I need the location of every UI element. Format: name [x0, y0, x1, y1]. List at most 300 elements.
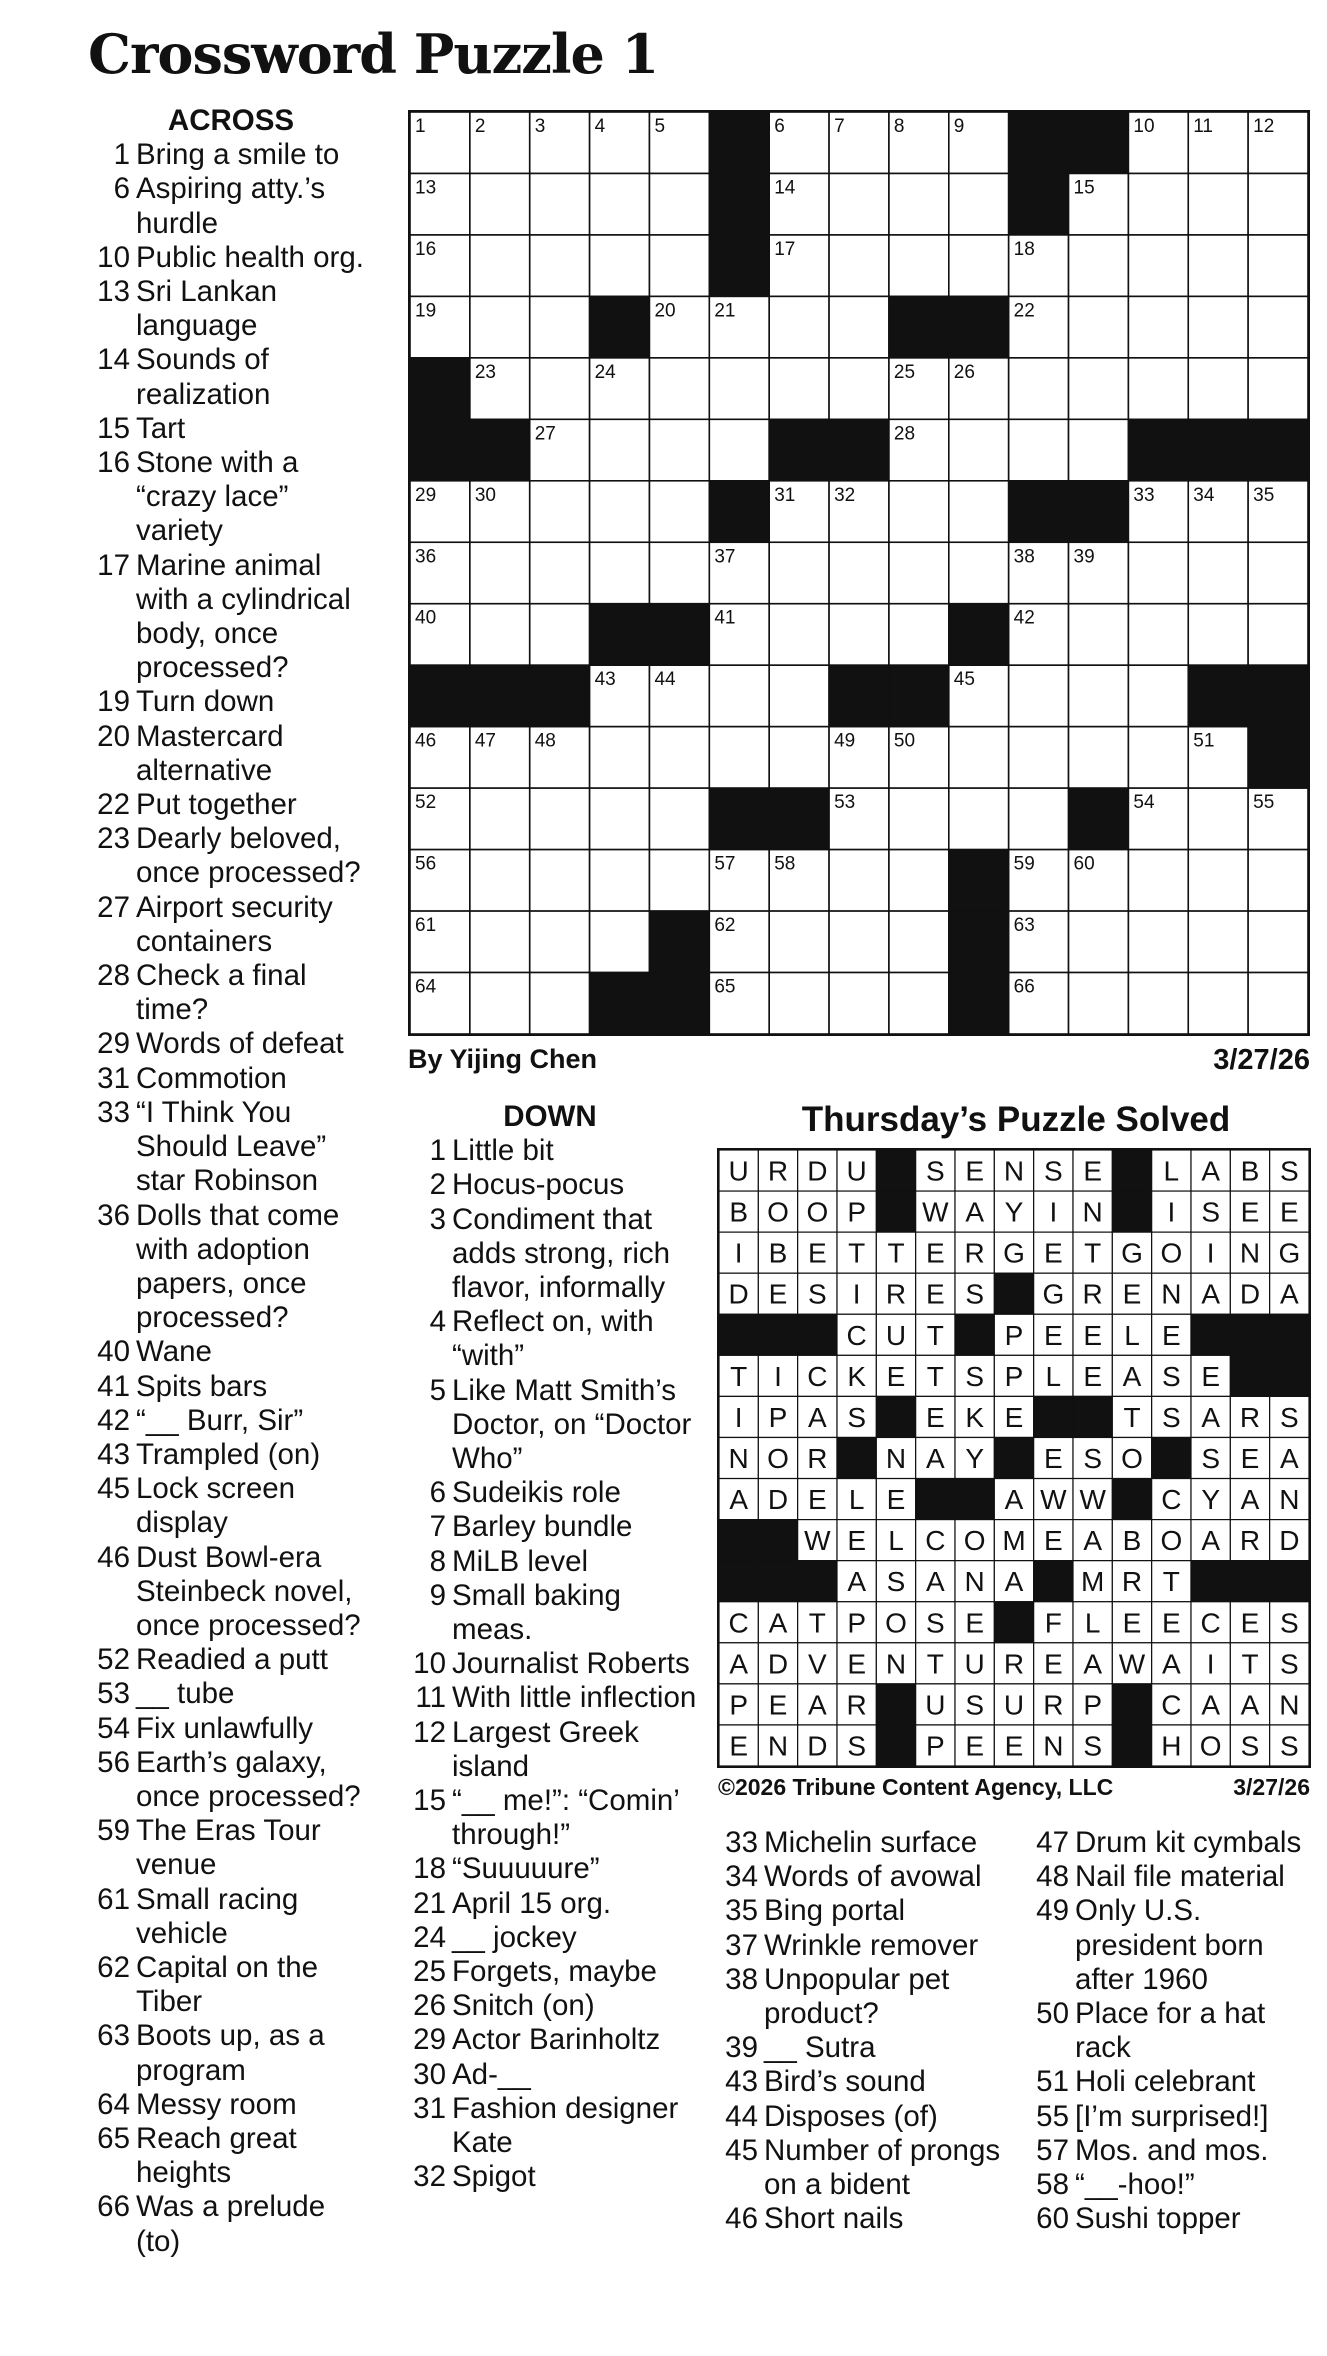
grid-cell[interactable] — [1069, 911, 1129, 972]
grid-cell[interactable] — [1248, 173, 1308, 234]
grid-cell[interactable] — [889, 911, 949, 972]
clue-down-55 — [1023, 2100, 1323, 2134]
clue-down-25 — [400, 1955, 700, 1989]
grid-cell[interactable] — [1069, 235, 1129, 296]
clue-number: 36 — [97, 1198, 130, 1232]
block-cell — [758, 1561, 797, 1602]
grid-cell[interactable] — [470, 542, 530, 603]
clue-down-11 — [400, 1681, 700, 1715]
block-cell — [1112, 1725, 1151, 1766]
clue-across-40 — [86, 1335, 376, 1369]
cell-number: 47 — [474, 730, 497, 752]
solved-letter: R — [1239, 1401, 1261, 1433]
grid-cell[interactable] — [590, 235, 650, 296]
grid-cell[interactable] — [590, 419, 650, 480]
grid-cell[interactable] — [590, 727, 650, 788]
grid-cell[interactable] — [649, 850, 709, 911]
solved-letter: D — [807, 1155, 828, 1187]
grid-cell[interactable] — [769, 358, 829, 419]
clue-text: With little inflection — [452, 1681, 697, 1715]
block-cell — [1270, 1314, 1309, 1355]
grid-cell[interactable] — [769, 973, 829, 1034]
solved-letter: B — [729, 1196, 749, 1228]
grid-cell[interactable] — [1188, 173, 1248, 234]
clue-across-64 — [86, 2088, 376, 2122]
block-cell — [410, 358, 470, 419]
grid-cell[interactable] — [470, 788, 530, 849]
solved-letter: E — [1201, 1360, 1221, 1392]
cell-number: 35 — [1253, 484, 1275, 506]
grid-cell[interactable] — [1248, 296, 1308, 357]
cell-number: 65 — [714, 976, 736, 998]
clue-number: 9 — [429, 1578, 446, 1612]
solved-letter: C — [1200, 1607, 1221, 1639]
clue-text: Words of avowal — [764, 1860, 982, 1894]
grid-cell[interactable] — [530, 973, 590, 1034]
grid-cell[interactable] — [1188, 604, 1248, 665]
grid-cell[interactable] — [829, 911, 889, 972]
grid-cell[interactable] — [949, 542, 1009, 603]
solved-letter: S — [1279, 1155, 1299, 1187]
grid-cell[interactable] — [1128, 973, 1188, 1034]
grid-cell[interactable] — [470, 973, 530, 1034]
clue-across-15 — [86, 412, 376, 446]
grid-cell[interactable] — [769, 911, 829, 972]
clue-text: Airport security containers — [136, 890, 333, 958]
grid-cell[interactable] — [1248, 235, 1308, 296]
clue-text: __ tube — [136, 1677, 235, 1711]
grid-cell[interactable] — [470, 604, 530, 665]
solved-letter: R — [767, 1155, 789, 1187]
clue-across-41 — [86, 1370, 376, 1404]
solved-letter: Y — [1004, 1196, 1024, 1228]
cell-number: 23 — [474, 361, 497, 383]
cell-number: 46 — [415, 730, 437, 752]
solved-letter: L — [1084, 1607, 1101, 1639]
block-cell — [955, 1479, 994, 1520]
grid-cell[interactable] — [649, 173, 709, 234]
grid-cell[interactable] — [1188, 850, 1248, 911]
grid-cell[interactable] — [1248, 973, 1308, 1034]
grid-cell[interactable] — [1009, 419, 1069, 480]
clue-number: 52 — [97, 1643, 130, 1677]
grid-cell[interactable] — [1248, 542, 1308, 603]
cell-number: 20 — [654, 300, 676, 322]
solved-letter: A — [807, 1689, 827, 1721]
clue-number: 1 — [429, 1134, 446, 1168]
solved-letter: S — [965, 1278, 985, 1310]
solved-letter: O — [767, 1443, 789, 1474]
grid-cell[interactable] — [889, 788, 949, 849]
clue-number: 15 — [97, 411, 130, 445]
solved-letter: E — [1122, 1278, 1142, 1310]
solved-letter: P — [847, 1196, 867, 1228]
solved-letter: E — [1043, 1443, 1063, 1474]
block-cell — [709, 112, 769, 173]
grid-cell[interactable] — [829, 973, 889, 1034]
grid-cell[interactable] — [709, 419, 769, 480]
grid-cell[interactable] — [829, 235, 889, 296]
grid-cell[interactable] — [889, 173, 949, 234]
clue-text: Bring a smile to — [136, 138, 340, 172]
cell-number: 28 — [893, 423, 916, 445]
grid-cell[interactable] — [829, 604, 889, 665]
clue-text: Marine animal with a cylindrical body, once processed? — [136, 548, 351, 685]
solved-letter: O — [1199, 1730, 1222, 1762]
grid-cell[interactable] — [1188, 973, 1248, 1034]
grid-cell[interactable] — [1009, 665, 1069, 726]
block-cell — [410, 665, 470, 726]
grid-cell[interactable] — [470, 296, 530, 357]
down-clues-continued — [712, 1826, 1012, 2236]
grid-cell[interactable] — [1188, 788, 1248, 849]
clue-number: 14 — [97, 343, 130, 377]
grid-cell[interactable] — [1128, 911, 1188, 972]
grid-cell[interactable] — [1069, 604, 1129, 665]
cell-number: 42 — [1013, 607, 1035, 629]
grid-cell[interactable] — [1188, 235, 1248, 296]
solved-letter: P — [925, 1730, 945, 1762]
grid-cell[interactable] — [709, 727, 769, 788]
block-cell — [1069, 788, 1129, 849]
clue-down-37 — [712, 1929, 1012, 1963]
solved-letter: N — [767, 1730, 789, 1762]
grid-cell[interactable] — [1128, 358, 1188, 419]
grid-cell[interactable] — [649, 727, 709, 788]
grid-cell[interactable] — [1188, 542, 1248, 603]
clue-text: “I Think You Should Leave” star Robinson — [136, 1095, 327, 1198]
cell-number: 17 — [774, 238, 796, 260]
solved-letter: R — [807, 1443, 828, 1474]
grid-cell[interactable] — [1069, 296, 1129, 357]
solved-letter: U — [964, 1648, 985, 1680]
grid-cell[interactable] — [530, 173, 590, 234]
grid-cell[interactable] — [889, 542, 949, 603]
grid-cell[interactable] — [949, 481, 1009, 542]
clue-text: “__ me!”: “Comin’ through!” — [452, 1784, 679, 1852]
grid-cell[interactable] — [1128, 173, 1188, 234]
clue-number: 6 — [113, 172, 130, 206]
clue-number: 33 — [97, 1095, 130, 1129]
clue-number: 7 — [429, 1510, 446, 1544]
grid-cell[interactable] — [530, 358, 590, 419]
grid-cell[interactable] — [1069, 419, 1129, 480]
grid-cell[interactable] — [1248, 850, 1308, 911]
clue-down-7 — [400, 1510, 700, 1544]
clue-down-60 — [1023, 2202, 1323, 2236]
clue-across-42 — [86, 1404, 376, 1438]
clue-number: 45 — [97, 1472, 130, 1506]
grid-cell[interactable] — [1128, 604, 1188, 665]
clue-down-15 — [400, 1784, 700, 1852]
grid-cell[interactable] — [1128, 850, 1188, 911]
grid-cell[interactable] — [530, 481, 590, 542]
grid-cell[interactable] — [530, 542, 590, 603]
clue-number: 32 — [413, 2160, 446, 2194]
solved-letter: T — [1123, 1401, 1141, 1433]
grid-cell[interactable] — [829, 850, 889, 911]
grid-cell[interactable] — [1128, 665, 1188, 726]
grid-cell[interactable] — [590, 850, 650, 911]
solved-letter: S — [1279, 1607, 1299, 1639]
solved-letter: E — [1083, 1319, 1103, 1351]
clue-text: Reflect on, with “with” — [452, 1305, 654, 1373]
clue-text: Put together — [136, 788, 297, 822]
grid-cell[interactable] — [889, 604, 949, 665]
clue-across-65 — [86, 2122, 376, 2190]
grid-cell[interactable] — [530, 911, 590, 972]
grid-cell[interactable] — [1188, 296, 1248, 357]
grid-cell[interactable] — [590, 788, 650, 849]
solved-letter: O — [1160, 1525, 1183, 1557]
cell-number: 54 — [1133, 792, 1155, 814]
solved-letter: T — [887, 1237, 905, 1269]
grid-cell[interactable] — [1009, 358, 1069, 419]
grid-cell[interactable] — [470, 173, 530, 234]
solved-letter: I — [734, 1401, 743, 1433]
solved-letter: E — [925, 1278, 945, 1310]
grid-cell[interactable] — [530, 235, 590, 296]
block-cell — [798, 1314, 837, 1355]
clue-number: 26 — [413, 1989, 446, 2023]
cell-number: 2 — [474, 116, 486, 137]
grid-cell[interactable] — [949, 788, 1009, 849]
clue-text: Dearly beloved, once processed? — [136, 822, 361, 890]
cell-number: 9 — [953, 116, 965, 137]
solved-letter: E — [1004, 1730, 1024, 1762]
clue-across-62 — [86, 1951, 376, 2019]
grid-cell[interactable] — [709, 358, 769, 419]
solved-letter: N — [964, 1566, 985, 1598]
grid-cell[interactable] — [590, 173, 650, 234]
cell-number: 34 — [1193, 484, 1215, 506]
solved-letter: M — [1081, 1566, 1105, 1598]
grid-cell[interactable] — [769, 665, 829, 726]
grid-cell[interactable] — [949, 173, 1009, 234]
block-cell — [1112, 1150, 1151, 1191]
solved-letter: A — [1201, 1525, 1221, 1557]
clue-text: Ad-__ — [452, 2057, 531, 2091]
solved-letter: A — [1201, 1401, 1221, 1433]
clue-number: 59 — [97, 1814, 130, 1848]
block-cell — [1248, 419, 1308, 480]
solved-letter: E — [886, 1484, 906, 1516]
cell-number: 58 — [774, 853, 796, 875]
clue-number: 23 — [97, 822, 130, 856]
grid-cell[interactable] — [1069, 665, 1129, 726]
clue-text: Actor Barinholtz — [452, 2023, 661, 2057]
clue-number: 54 — [97, 1711, 130, 1745]
solved-letter: P — [1083, 1689, 1103, 1721]
clue-text: “__-hoo!” — [1075, 2168, 1195, 2202]
solved-letter: W — [1079, 1484, 1106, 1516]
solved-letter: T — [808, 1607, 826, 1639]
grid-cell[interactable] — [769, 727, 829, 788]
block-cell — [798, 1561, 837, 1602]
solved-letter: E — [1161, 1319, 1181, 1351]
solved-letter: U — [885, 1319, 907, 1351]
grid-cell[interactable] — [530, 850, 590, 911]
clue-number: 8 — [429, 1544, 446, 1578]
cell-number: 40 — [415, 607, 437, 629]
solved-letter: L — [1163, 1155, 1180, 1187]
clue-number: 58 — [1036, 2168, 1069, 2202]
clue-down-33 — [712, 1826, 1012, 1860]
solved-letter: N — [1082, 1196, 1103, 1228]
solved-letter: A — [1240, 1484, 1260, 1516]
grid-cell[interactable] — [1069, 973, 1129, 1034]
block-cell — [1128, 419, 1188, 480]
grid-cell[interactable] — [829, 358, 889, 419]
grid-cell[interactable] — [949, 727, 1009, 788]
grid-cell[interactable] — [1248, 358, 1308, 419]
solved-puzzle-title: Thursday’s Puzzle Solved — [801, 1100, 1231, 1139]
clue-across-27 — [86, 891, 376, 959]
grid-cell[interactable] — [769, 296, 829, 357]
grid-cell[interactable] — [649, 542, 709, 603]
grid-cell[interactable] — [1248, 604, 1308, 665]
cell-number: 57 — [714, 853, 736, 875]
clue-number: 13 — [97, 275, 130, 309]
solved-letter: S — [965, 1360, 985, 1392]
grid-cell[interactable] — [1069, 727, 1129, 788]
clue-number: 15 — [413, 1784, 446, 1818]
cell-number: 10 — [1133, 116, 1155, 137]
solved-letter: E — [1083, 1155, 1103, 1187]
grid-cell[interactable] — [889, 481, 949, 542]
grid-cell[interactable] — [1188, 911, 1248, 972]
grid-cell[interactable] — [769, 604, 829, 665]
block-cell — [1270, 1561, 1309, 1602]
clue-text: Sushi topper — [1075, 2202, 1241, 2236]
solved-letter: A — [1004, 1566, 1024, 1598]
grid-cell[interactable] — [949, 235, 1009, 296]
clue-text: Spigot — [452, 2160, 536, 2194]
solved-letter: A — [1004, 1484, 1024, 1516]
clue-number: 42 — [97, 1403, 130, 1437]
solved-letter: B — [1240, 1155, 1260, 1187]
grid-cell[interactable] — [1009, 727, 1069, 788]
clue-number: 3 — [429, 1202, 446, 1236]
solved-letter: E — [1043, 1237, 1063, 1269]
grid-cell[interactable] — [1009, 788, 1069, 849]
grid-cell[interactable] — [889, 973, 949, 1034]
clue-number: 50 — [1036, 1997, 1069, 2031]
grid-cell[interactable] — [1128, 727, 1188, 788]
clue-text: “__ Burr, Sir” — [136, 1403, 304, 1437]
grid-cell[interactable] — [829, 542, 889, 603]
puzzle-grid[interactable] — [408, 110, 1310, 1036]
clue-down-32 — [400, 2160, 700, 2194]
solved-letter: D — [807, 1730, 828, 1762]
clue-text: Barley bundle — [452, 1510, 633, 1544]
block-cell — [1009, 112, 1069, 173]
cell-number: 59 — [1013, 853, 1035, 875]
solved-letter: Y — [965, 1443, 985, 1474]
solved-letter: E — [965, 1155, 985, 1187]
grid-cell[interactable] — [829, 173, 889, 234]
grid-cell[interactable] — [649, 788, 709, 849]
grid-cell[interactable] — [590, 911, 650, 972]
grid-cell[interactable] — [590, 542, 650, 603]
solved-letter: E — [925, 1401, 945, 1433]
grid-cell[interactable] — [470, 911, 530, 972]
clue-number: 25 — [413, 1955, 446, 1989]
solved-letter: S — [1161, 1360, 1181, 1392]
solved-letter: K — [965, 1401, 985, 1433]
clue-text: Turn down — [136, 685, 275, 719]
clue-number: 11 — [415, 1681, 446, 1715]
grid-cell[interactable] — [530, 788, 590, 849]
clue-number: 63 — [97, 2019, 130, 2053]
grid-cell[interactable] — [649, 235, 709, 296]
clue-number: 48 — [1036, 1860, 1069, 1894]
grid-cell[interactable] — [769, 542, 829, 603]
grid-cell[interactable] — [709, 665, 769, 726]
grid-cell[interactable] — [829, 296, 889, 357]
clue-across-13 — [86, 275, 376, 343]
grid-cell[interactable] — [949, 419, 1009, 480]
grid-cell[interactable] — [649, 358, 709, 419]
grid-cell[interactable] — [590, 481, 650, 542]
grid-cell[interactable] — [649, 481, 709, 542]
clue-text: Dolls that come with adoption papers, once processed? — [136, 1198, 340, 1335]
grid-cell[interactable] — [1128, 542, 1188, 603]
solved-letter: L — [888, 1525, 904, 1557]
cell-number: 31 — [774, 484, 796, 506]
clue-across-6 — [86, 172, 376, 240]
solved-letter: S — [1161, 1401, 1181, 1433]
clue-number: 10 — [413, 1647, 446, 1681]
solved-letter: N — [1161, 1278, 1182, 1310]
block-cell — [590, 296, 650, 357]
grid-cell[interactable] — [1128, 296, 1188, 357]
solved-letter: U — [925, 1689, 946, 1721]
cell-number: 61 — [415, 915, 437, 937]
grid-cell[interactable] — [889, 235, 949, 296]
grid-cell[interactable] — [470, 850, 530, 911]
clue-number: 28 — [97, 959, 130, 993]
grid-cell[interactable] — [649, 419, 709, 480]
cell-number: 56 — [415, 853, 437, 875]
block-cell — [955, 1314, 994, 1355]
solved-letter: I — [1206, 1648, 1215, 1680]
grid-cell[interactable] — [530, 604, 590, 665]
clue-text: Words of defeat — [136, 1027, 344, 1061]
clue-number: 12 — [413, 1715, 446, 1749]
grid-cell[interactable] — [1069, 358, 1129, 419]
solved-grid — [717, 1148, 1311, 1768]
solved-letter: S — [847, 1401, 867, 1433]
block-cell — [1069, 112, 1129, 173]
block-cell — [829, 419, 889, 480]
block-cell — [1112, 1191, 1151, 1232]
cell-number: 15 — [1073, 177, 1095, 199]
solved-letter: N — [1043, 1730, 1064, 1762]
grid-cell[interactable] — [530, 296, 590, 357]
grid-cell[interactable] — [470, 235, 530, 296]
cell-number: 63 — [1013, 915, 1035, 937]
grid-cell[interactable] — [1128, 235, 1188, 296]
clue-number: 5 — [429, 1373, 446, 1407]
grid-cell[interactable] — [1188, 358, 1248, 419]
grid-cell[interactable] — [889, 850, 949, 911]
grid-cell[interactable] — [1248, 911, 1308, 972]
clue-down-50 — [1023, 1997, 1323, 2065]
clue-across-61 — [86, 1883, 376, 1951]
solved-letter: I — [1049, 1196, 1058, 1228]
solved-letter: P — [847, 1607, 867, 1639]
